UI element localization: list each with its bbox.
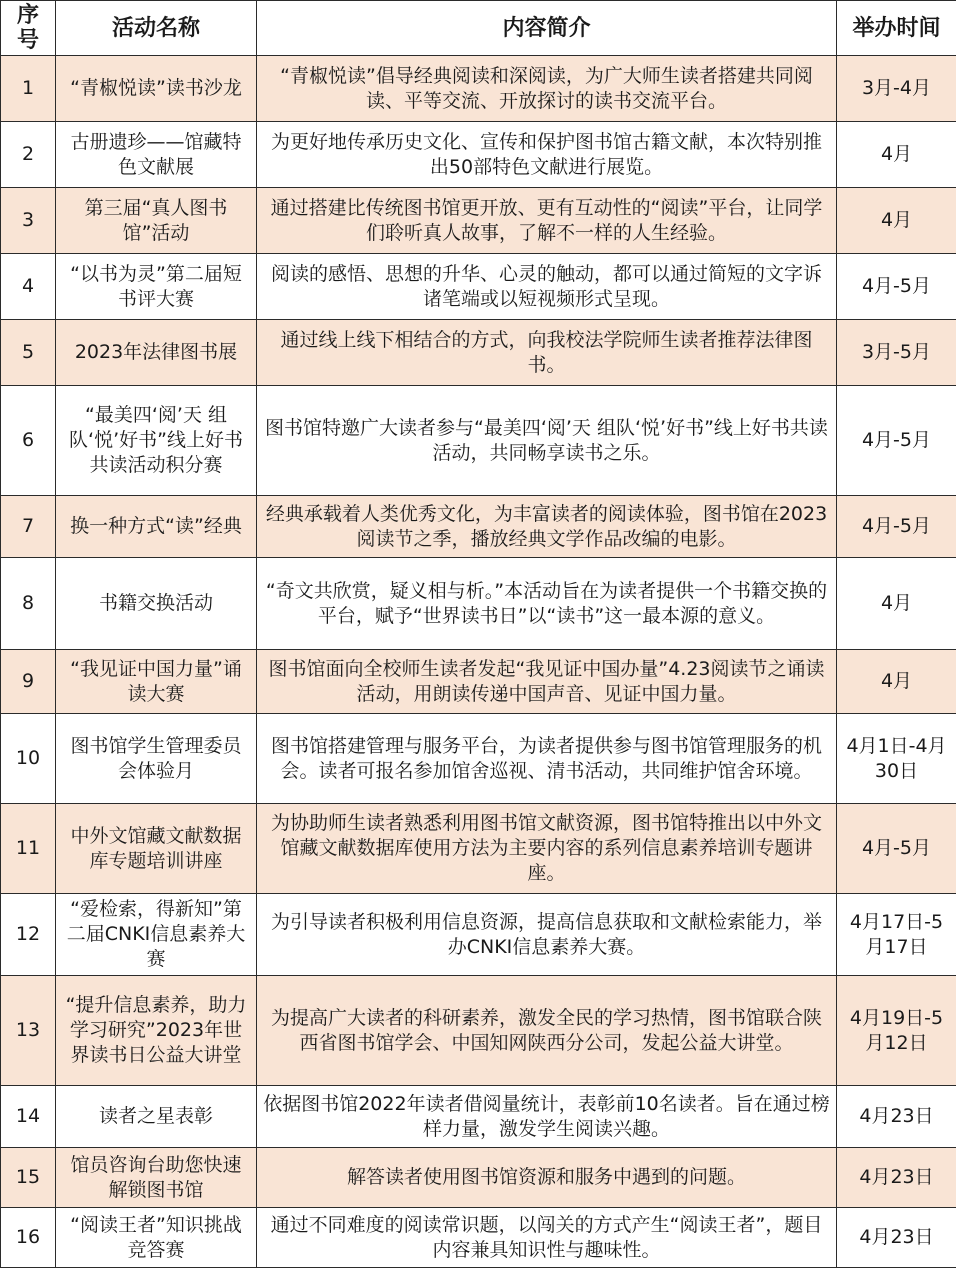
activity-name: 2023年法律图书展 [56,320,257,386]
row-no: 14 [1,1086,56,1148]
activity-name: 读者之星表彰 [56,1086,257,1148]
activity-time: 4月-5月 [837,386,956,496]
table-row [1,188,956,254]
row-no: 2 [1,122,56,188]
header-desc: 内容简介 [257,1,837,56]
activity-time: 4月23日 [837,1086,956,1148]
row-no: 3 [1,188,56,254]
activity-time: 4月 [837,122,956,188]
row-no: 8 [1,558,56,650]
activity-time: 4月 [837,188,956,254]
activity-description: 为提高广大读者的科研素养，激发全民的学习热情，图书馆联合陕西省图书馆学会、中国知网陕西分公司，发起公益大讲堂。 [257,976,837,1086]
table-row [1,558,956,650]
table-row [1,804,956,894]
activity-name: 中外文馆藏文献数据库专题培训讲座 [56,804,257,894]
activity-description: 通过搭建比传统图书馆更开放、更有互动性的“阅读”平台，让同学们聆听真人故事，了解不一样的人生经验。 [257,188,837,254]
activity-description: 图书馆面向全校师生读者发起“我见证中国办量”4.23阅读节之诵读活动，用朗读传递中国声音、见证中国力量。 [257,650,837,714]
activity-description: “青椒悦读”倡导经典阅读和深阅读，为广大师生读者搭建共同阅读、平等交流、开放探讨的读书交流平台。 [257,56,837,122]
row-no: 15 [1,1148,56,1208]
activity-name: “以书为灵”第二届短书评大赛 [56,254,257,320]
activity-time: 4月1日-4月30日 [837,714,956,804]
row-no: 12 [1,894,56,976]
row-no: 13 [1,976,56,1086]
activity-name: “提升信息素养，助力学习研究”2023年世界读书日公益大讲堂 [56,976,257,1086]
activity-description: 解答读者使用图书馆资源和服务中遇到的问题。 [257,1148,837,1208]
row-no: 10 [1,714,56,804]
activity-time: 4月 [837,650,956,714]
activity-name: 第三届“真人图书馆”活动 [56,188,257,254]
activity-name: 古册遗珍——馆藏特色文献展 [56,122,257,188]
table-row [1,894,956,976]
activity-description: “奇文共欣赏，疑义相与析。”本活动旨在为读者提供一个书籍交换的平台，赋予“世界读书日”以“读书”这一最本源的意义。 [257,558,837,650]
table-row [1,56,956,122]
activity-description: 经典承载着人类优秀文化，为丰富读者的阅读体验，图书馆在2023阅读节之季，播放经典文学作品改编的电影。 [257,496,837,558]
row-no: 7 [1,496,56,558]
table-row [1,650,956,714]
table-row [1,320,956,386]
activity-time: 3月-4月 [837,56,956,122]
activity-time: 3月-5月 [837,320,956,386]
header-row [1,1,956,56]
table-row [1,496,956,558]
row-no: 9 [1,650,56,714]
table-row [1,714,956,804]
activity-name: “青椒悦读”读书沙龙 [56,56,257,122]
activity-time: 4月23日 [837,1148,956,1208]
table-row [1,1086,956,1148]
activity-description: 通过线上线下相结合的方式，向我校法学院师生读者推荐法律图书。 [257,320,837,386]
activity-description: 依据图书馆2022年读者借阅量统计，表彰前10名读者。旨在通过榜样力量，激发学生阅读兴趣。 [257,1086,837,1148]
activity-time: 4月-5月 [837,804,956,894]
activity-description: 为更好地传承历史文化、宣传和保护图书馆古籍文献，本次特别推出50部特色文献进行展览。 [257,122,837,188]
row-no: 6 [1,386,56,496]
header-no: 序号 [1,1,56,56]
activity-time: 4月17日-5月17日 [837,894,956,976]
activity-time: 4月19日-5月12日 [837,976,956,1086]
table-row [1,976,956,1086]
activity-time: 4月-5月 [837,496,956,558]
table-row [1,254,956,320]
row-no: 1 [1,56,56,122]
activity-description: 为协助师生读者熟悉利用图书馆文献资源，图书馆特推出以中外文馆藏文献数据库使用方法为主要内容的系列信息素养培训专题讲座。 [257,804,837,894]
activity-time: 4月 [837,558,956,650]
activity-description: 图书馆搭建管理与服务平台，为读者提供参与图书馆管理服务的机会。读者可报名参加馆舍巡视、清书活动，共同维护馆舍环境。 [257,714,837,804]
activity-name: “我见证中国力量”诵读大赛 [56,650,257,714]
activity-time: 4月-5月 [837,254,956,320]
activity-description: 通过不同难度的阅读常识题，以闯关的方式产生“阅读王者”，题目内容兼具知识性与趣味性。 [257,1208,837,1268]
row-no: 4 [1,254,56,320]
table-row [1,386,956,496]
activity-time: 4月23日 [837,1208,956,1268]
activity-description: 为引导读者积极利用信息资源，提高信息获取和文献检索能力，举办CNKI信息素养大赛。 [257,894,837,976]
activity-name: “最美四‘阅’天 组队‘悦’好书”线上好书共读活动积分赛 [56,386,257,496]
row-no: 11 [1,804,56,894]
activity-name: 馆员咨询台助您快速解锁图书馆 [56,1148,257,1208]
header-time: 举办时间 [837,1,956,56]
row-no: 16 [1,1208,56,1268]
table-row [1,122,956,188]
activity-description: 图书馆特邀广大读者参与“最美四‘阅’天 组队‘悦’好书”线上好书共读活动，共同畅享读书之乐。 [257,386,837,496]
activity-name: 书籍交换活动 [56,558,257,650]
activity-name: “爱检索，得新知”第二届CNKI信息素养大赛 [56,894,257,976]
header-name: 活动名称 [56,1,257,56]
activity-name: 换一种方式“读”经典 [56,496,257,558]
row-no: 5 [1,320,56,386]
table-row [1,1148,956,1208]
table-row [1,1208,956,1268]
activity-description: 阅读的感悟、思想的升华、心灵的触动，都可以通过简短的文字诉诸笔端或以短视频形式呈现。 [257,254,837,320]
activity-name: 图书馆学生管理委员会体验月 [56,714,257,804]
activity-name: “阅读王者”知识挑战竞答赛 [56,1208,257,1268]
